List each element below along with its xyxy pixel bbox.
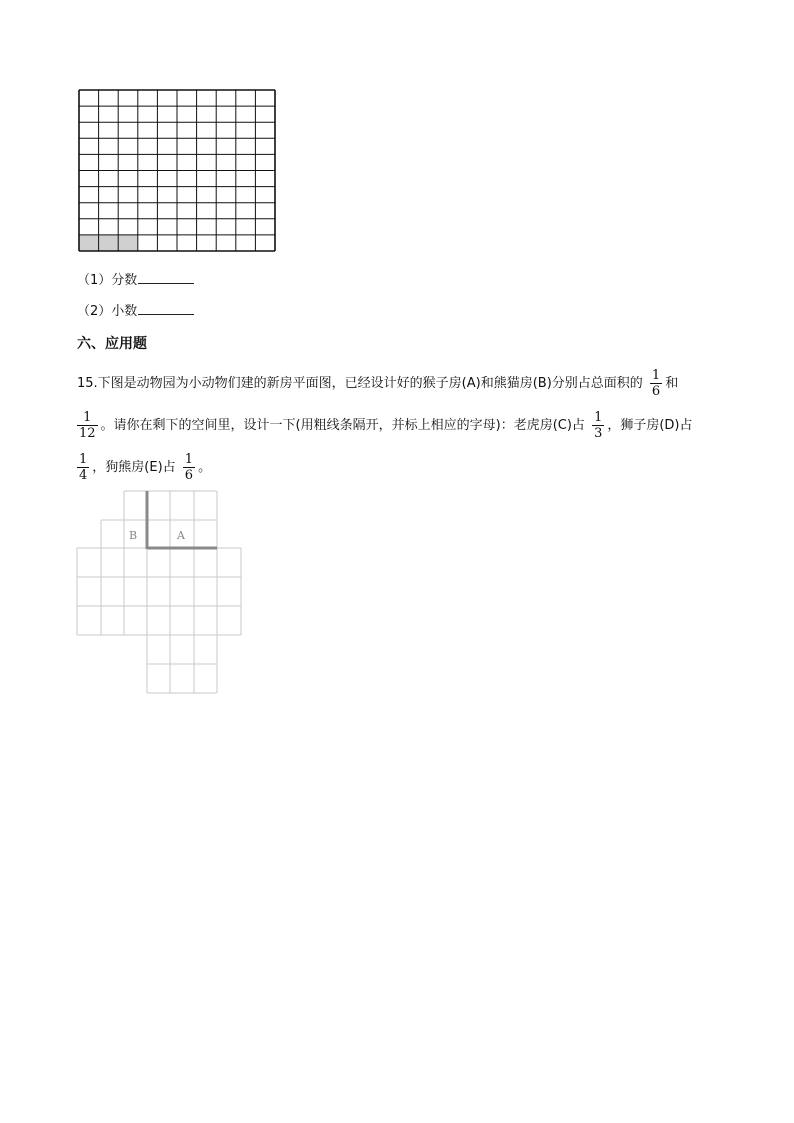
fraction-tiger xyxy=(592,411,604,440)
problem-text: 。 xyxy=(198,460,212,475)
question-decimal-label: （2）小数 xyxy=(77,304,138,319)
fraction-answer-blank xyxy=(138,271,194,284)
fraction-denominator: 3 xyxy=(594,426,603,441)
fraction-bear xyxy=(183,453,195,482)
problem-15-line-2 xyxy=(74,411,693,440)
hundred-grid xyxy=(78,89,276,252)
shaded-cell xyxy=(79,235,99,251)
fraction-numerator: 1 xyxy=(184,452,194,467)
fraction-denominator: 4 xyxy=(79,468,88,483)
shaded-cell xyxy=(99,235,119,251)
room-label-a: A xyxy=(177,529,185,542)
fraction-panda xyxy=(77,411,98,440)
problem-text: ，狗熊房(E)占 xyxy=(92,460,176,475)
fraction-numerator: 1 xyxy=(651,368,661,383)
problem-text: 。请你在剩下的空间里，设计一下(用粗线条隔开，并标上相应的字母)：老虎房(C)占 xyxy=(100,418,585,433)
problem-15-line-3 xyxy=(74,453,211,482)
fraction-monkey xyxy=(650,369,662,398)
question-fraction-label: （1）分数 xyxy=(77,273,138,288)
question-decimal xyxy=(77,302,194,320)
fraction-denominator: 12 xyxy=(79,426,96,441)
decimal-answer-blank xyxy=(138,302,194,315)
fraction-denominator: 6 xyxy=(184,468,194,483)
room-label-b: B xyxy=(128,529,138,542)
question-fraction xyxy=(77,271,194,289)
problem-text: ，狮子房(D)占 xyxy=(607,418,693,433)
fraction-lion xyxy=(77,453,89,482)
fraction-numerator: 1 xyxy=(594,410,603,425)
fraction-numerator: 1 xyxy=(83,410,92,425)
problem-15-line-1 xyxy=(77,369,678,398)
problem-text: 15.下图是动物园为小动物们建的新房平面图，已经设计好的猴子房(A)和熊猫房(B)分别占总面积的 xyxy=(77,376,643,391)
problem-text: 和 xyxy=(665,376,679,391)
fraction-denominator: 6 xyxy=(651,384,661,399)
section-title: 六、应用题 xyxy=(77,336,147,352)
fraction-numerator: 1 xyxy=(79,452,88,467)
shaded-cell xyxy=(118,235,138,251)
zoo-floor-plan xyxy=(70,488,250,698)
